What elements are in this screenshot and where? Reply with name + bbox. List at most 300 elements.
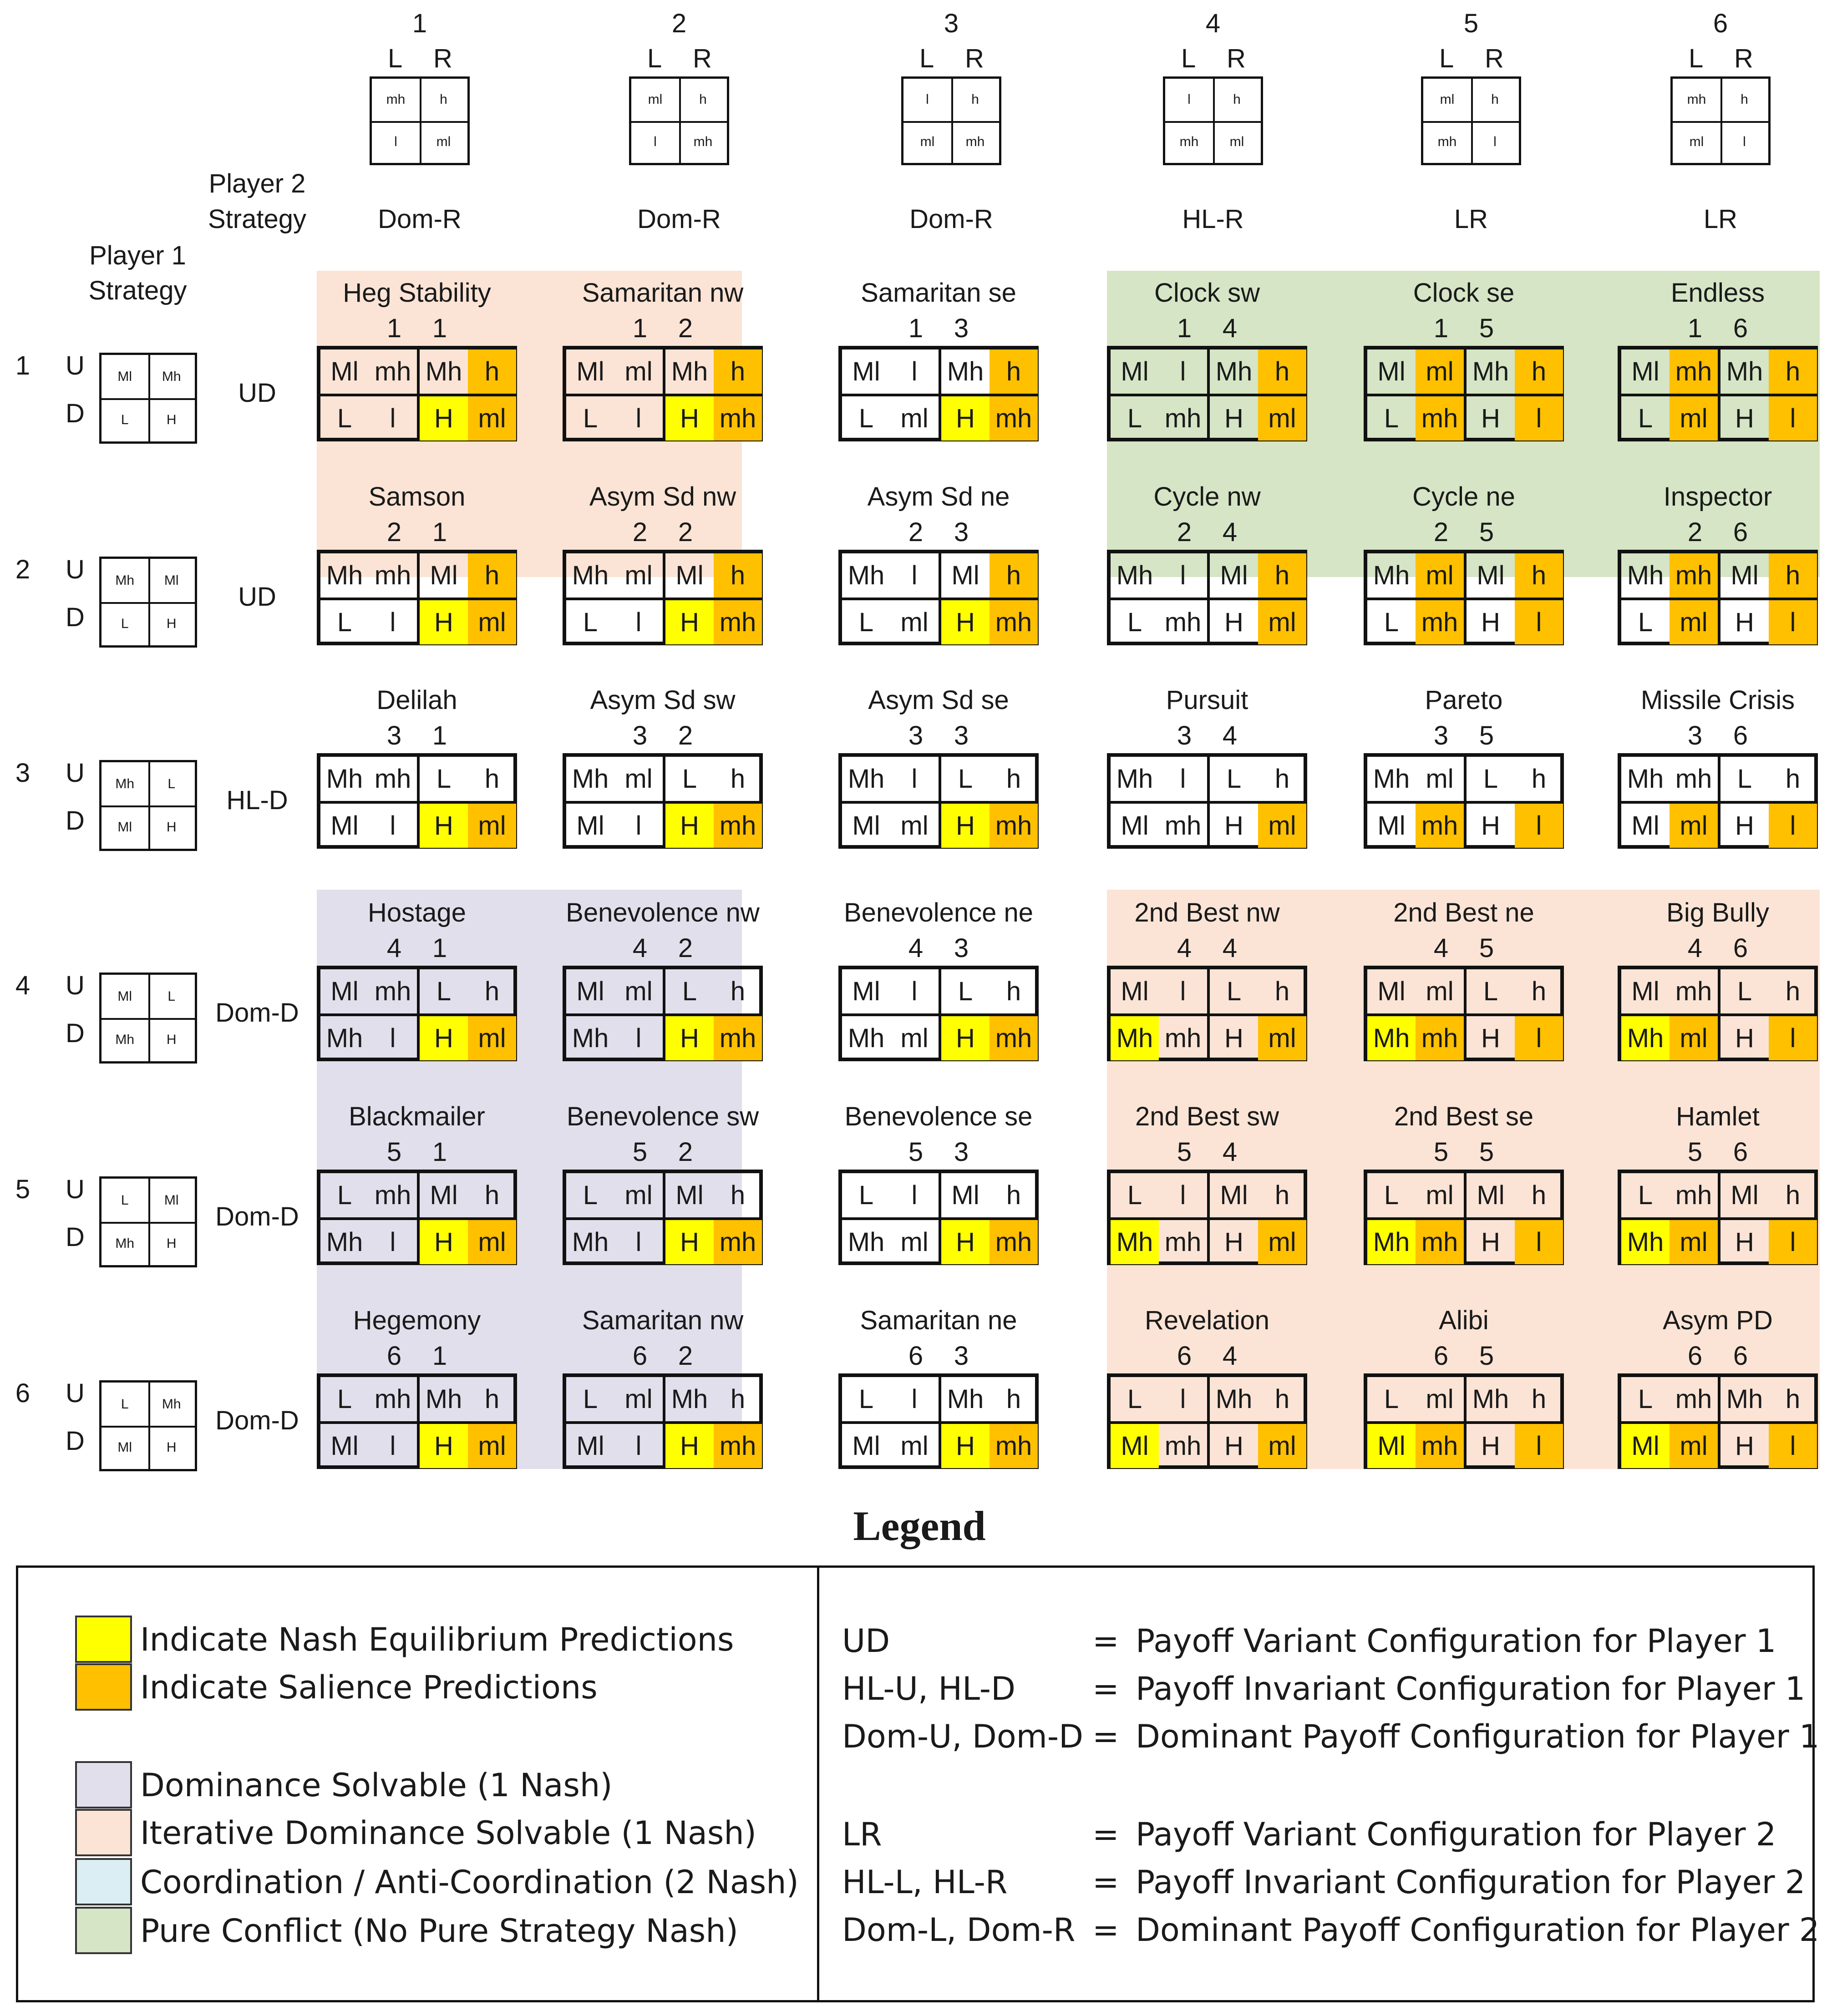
player1-payoff: Mh [1373, 764, 1410, 794]
game-name: Blackmailer [349, 1102, 485, 1131]
mini-cell: Ml [117, 1439, 132, 1455]
player2-payoff: h [714, 350, 762, 394]
player1-payoff: H [1735, 1023, 1754, 1053]
game-payoff-matrix [563, 550, 763, 645]
matrix-cell-bl [566, 396, 663, 441]
matrix-row-down [1111, 394, 1304, 441]
player1-payoff: Mh [1373, 561, 1410, 590]
player1-payoff: Ml [852, 811, 880, 841]
player1-payoff: Mh [1627, 764, 1664, 794]
matrix-row-down [320, 1421, 513, 1468]
matrix-cell-br [1464, 804, 1563, 848]
matrix-cell-tl [1367, 1173, 1464, 1217]
legend-swatch-label: Coordination / Anti-Coordination (2 Nash) [140, 1864, 799, 1901]
p1-down-label: D [66, 1018, 85, 1048]
mini-cell: L [121, 1192, 129, 1208]
matrix-cell-bl [1367, 600, 1464, 644]
player1-payoff: Ml [1477, 1180, 1505, 1210]
matrix-cell-br [1464, 396, 1563, 441]
game-name: Cycle ne [1412, 482, 1515, 512]
game-payoff-matrix [1618, 1373, 1818, 1469]
player2-payoff: h [1006, 977, 1021, 1006]
player1-payoff: Mh [1367, 1016, 1416, 1060]
matrix-cell-br [1207, 1220, 1306, 1264]
player2-payoff: l [390, 1227, 396, 1257]
player1-payoff: Ml [576, 1431, 604, 1461]
p2-configuration-label: Dom-R [909, 204, 993, 234]
legend-swatch [75, 1809, 132, 1856]
legend-swatch [75, 1907, 132, 1954]
matrix-cell-tl [1367, 757, 1464, 801]
p2-payoff-mini-matrix [1163, 76, 1263, 165]
matrix-row-up [1621, 553, 1814, 598]
matrix-cell-tl [566, 969, 663, 1013]
player1-payoff: Ml [576, 357, 604, 386]
p2-right-label: R [1485, 44, 1504, 73]
mini-cell: Mh [115, 776, 135, 791]
matrix-cell-br [663, 396, 762, 441]
player1-payoff: H [1481, 1023, 1500, 1053]
matrix-row-up [1111, 350, 1304, 394]
player2-payoff: mh [374, 764, 411, 794]
p1-configuration-label: Dom-D [215, 1406, 299, 1435]
matrix-row-up [1621, 1173, 1814, 1217]
mini-cell: l [926, 92, 929, 107]
game-row-index: 5 [632, 1137, 648, 1167]
game-col-index: 2 [678, 1341, 693, 1371]
matrix-cell-br [1718, 1220, 1817, 1264]
player2-payoff: ml [624, 1180, 653, 1210]
player2-payoff: ml [900, 1023, 929, 1053]
player2-payoff: mh [990, 804, 1038, 848]
mini-cell: Mh [162, 1396, 181, 1412]
game-row-index: 4 [1433, 933, 1449, 963]
player2-payoff: ml [1670, 396, 1718, 441]
player2-payoff: ml [900, 1227, 929, 1257]
game-payoff-matrix [1364, 966, 1564, 1061]
player1-payoff: L [1737, 977, 1752, 1006]
player2-payoff: ml [1426, 1384, 1454, 1414]
mini-cell: Ml [117, 988, 132, 1004]
game-name: Samson [368, 482, 466, 512]
player2-payoff: ml [1258, 396, 1306, 441]
game-row-index: 1 [908, 314, 924, 343]
game-col-index: 4 [1222, 1137, 1238, 1167]
player1-payoff: L [958, 764, 973, 794]
player2-payoff: ml [900, 404, 929, 433]
player1-payoff: L [337, 404, 352, 433]
game-col-index: 3 [954, 1137, 969, 1167]
player2-payoff: ml [1258, 600, 1306, 644]
player2-strategy-label: Strategy [208, 204, 306, 234]
player2-payoff: l [1180, 357, 1186, 386]
player2-payoff: mh [714, 1220, 762, 1264]
player1-payoff: H [941, 396, 990, 441]
player2-payoff: mh [714, 1016, 762, 1060]
player1-payoff: H [1481, 811, 1500, 841]
game-col-index: 1 [432, 314, 447, 343]
player1-payoff: L [1127, 1384, 1142, 1414]
player2-payoff: l [911, 1180, 918, 1210]
player2-payoff: mh [1670, 553, 1718, 598]
mini-cell: l [654, 134, 657, 149]
p2-strategy-number: 2 [671, 9, 687, 38]
matrix-cell-br [1718, 396, 1817, 441]
player1-payoff: L [1226, 977, 1242, 1006]
player1-payoff: Mh [1472, 357, 1509, 386]
matrix-cell-br [1207, 1424, 1306, 1468]
player1-payoff: Mh [326, 561, 363, 590]
player2-label: Player 2 [208, 169, 306, 198]
matrix-cell-tl [320, 553, 417, 598]
game-payoff-matrix [1364, 753, 1564, 849]
player1-payoff: H [941, 804, 990, 848]
game-col-index: 4 [1222, 721, 1238, 750]
player2-payoff: h [484, 1180, 500, 1210]
player1-payoff: L [1638, 1384, 1653, 1414]
player1-payoff: Mh [1621, 1016, 1670, 1060]
matrix-cell-bl [842, 1424, 939, 1468]
player2-payoff: l [635, 608, 642, 637]
matrix-row-down [1111, 1013, 1304, 1060]
player1-payoff: L [436, 977, 452, 1006]
matrix-cell-tr [1464, 1377, 1563, 1421]
matrix-cell-bl [842, 600, 939, 644]
matrix-cell-br [1718, 1424, 1817, 1468]
mini-cell: l [394, 134, 397, 149]
player1-payoff: Mh [847, 1023, 885, 1053]
player2-payoff: mh [1164, 1023, 1202, 1053]
game-row-index: 2 [632, 517, 648, 547]
player1-payoff: L [337, 608, 352, 637]
game-col-index: 6 [1733, 1341, 1748, 1371]
player2-payoff: h [1531, 977, 1547, 1006]
game-payoff-matrix [838, 753, 1039, 849]
game-col-index: 2 [678, 721, 693, 750]
matrix-row-down [842, 1421, 1035, 1468]
matrix-cell-br [663, 600, 762, 644]
player2-payoff: mh [990, 1424, 1038, 1468]
p1-down-label: D [66, 1426, 85, 1456]
game-payoff-matrix [1107, 550, 1307, 645]
game-payoff-matrix [1364, 550, 1564, 645]
p2-configuration-label: Dom-R [378, 204, 462, 234]
matrix-row-down [320, 394, 513, 441]
player1-payoff: L [1483, 764, 1498, 794]
game-col-index: 2 [678, 517, 693, 547]
matrix-cell-tl [1367, 350, 1464, 394]
matrix-row-down [1111, 1421, 1304, 1468]
game-payoff-matrix [317, 346, 517, 441]
player2-payoff: h [484, 977, 500, 1006]
player2-payoff: l [390, 404, 396, 433]
matrix-cell-br [1207, 1016, 1306, 1060]
player1-payoff: L [858, 608, 874, 637]
matrix-row-up [566, 757, 759, 801]
matrix-cell-tr [939, 350, 1038, 394]
player1-payoff: L [858, 1180, 874, 1210]
player2-payoff: h [1258, 350, 1306, 394]
player1-payoff: L [1483, 977, 1498, 1006]
matrix-cell-br [1207, 804, 1306, 848]
player1-payoff: L [1384, 608, 1399, 637]
legend-definition-text: Dominant Payoff Configuration for Player 2 [1136, 1911, 1820, 1949]
matrix-cell-tr [1718, 1173, 1817, 1217]
matrix-row-down [320, 801, 513, 848]
matrix-row-down [1621, 394, 1814, 441]
player2-payoff: ml [900, 1431, 929, 1461]
player1-payoff: Ml [1731, 561, 1759, 590]
matrix-row-up [566, 1377, 759, 1421]
game-payoff-matrix [838, 1170, 1039, 1265]
player2-payoff: h [730, 1180, 746, 1210]
legend-swatch-label: Pure Conflict (No Pure Strategy Nash) [140, 1912, 738, 1950]
player2-payoff: mh [1164, 811, 1202, 841]
player1-payoff: Mh [1627, 561, 1664, 590]
matrix-cell-bl [1621, 600, 1718, 644]
matrix-cell-br [939, 600, 1038, 644]
player2-payoff: mh [1416, 1016, 1464, 1060]
game-payoff-matrix [1618, 1170, 1818, 1265]
matrix-cell-br [939, 1220, 1038, 1264]
player2-payoff: mh [990, 1016, 1038, 1060]
p2-payoff-mini-matrix [629, 76, 729, 165]
player1-payoff: Mh [425, 1384, 462, 1414]
game-col-index: 5 [1479, 721, 1494, 750]
player2-payoff: mh [1416, 804, 1464, 848]
p1-strategy-number: 3 [15, 758, 30, 788]
player1-payoff: L [583, 1180, 598, 1210]
matrix-cell-bl [320, 1424, 417, 1468]
p1-strategy-number: 5 [15, 1175, 30, 1204]
legend-swatch [75, 1663, 132, 1711]
game-name: Delilah [376, 685, 457, 715]
legend-definition-text: Dominant Payoff Configuration for Player 1 [1136, 1718, 1820, 1755]
p1-strategy-number: 2 [15, 555, 30, 584]
legend-swatch-label: Indicate Salience Predictions [140, 1669, 598, 1706]
matrix-cell-bl [1621, 1016, 1718, 1060]
p1-payoff-mini-matrix [99, 1380, 197, 1471]
player1-payoff: Ml [1377, 357, 1406, 386]
game-row-index: 4 [1687, 933, 1703, 963]
game-row-index: 6 [386, 1341, 402, 1371]
matrix-row-up [566, 1173, 759, 1217]
matrix-row-down [1367, 1013, 1560, 1060]
matrix-cell-tr [1207, 350, 1306, 394]
game-payoff-matrix [317, 753, 517, 849]
player2-payoff: ml [1426, 1180, 1454, 1210]
legend-title: Legend [853, 1503, 986, 1549]
player1-payoff: Mh [847, 764, 885, 794]
player2-payoff: ml [1670, 1016, 1718, 1060]
player1-payoff: H [665, 396, 714, 441]
player1-payoff: Ml [852, 1431, 880, 1461]
player1-payoff: H [665, 804, 714, 848]
player1-payoff: Mh [947, 1384, 984, 1414]
matrix-cell-br [1464, 1424, 1563, 1468]
matrix-cell-tr [1207, 969, 1306, 1013]
game-name: Asym Sd se [868, 685, 1009, 715]
matrix-row-up [1621, 969, 1814, 1013]
player2-payoff: h [1258, 553, 1306, 598]
player1-payoff: L [1737, 764, 1752, 794]
matrix-cell-bl [320, 396, 417, 441]
player1-payoff: Mh [1726, 357, 1763, 386]
mini-cell: ml [1689, 134, 1704, 149]
matrix-cell-bl [1367, 396, 1464, 441]
matrix-row-up [320, 350, 513, 394]
player2-payoff: l [390, 608, 396, 637]
game-row-index: 2 [1177, 517, 1192, 547]
game-row-index: 2 [1433, 517, 1449, 547]
p2-left-label: L [388, 44, 403, 73]
matrix-row-up [566, 553, 759, 598]
matrix-cell-br [417, 804, 516, 848]
player1-payoff: H [665, 1424, 714, 1468]
player1-payoff: Mh [572, 561, 609, 590]
player1-payoff: L [1384, 404, 1399, 433]
game-row-index: 1 [1687, 314, 1703, 343]
matrix-cell-br [939, 1016, 1038, 1060]
matrix-row-down [1367, 801, 1560, 848]
game-name: Asym Sd ne [867, 482, 1010, 512]
matrix-cell-br [1464, 1220, 1563, 1264]
game-name: Asym Sd nw [589, 482, 736, 512]
player2-payoff: mh [1416, 396, 1464, 441]
matrix-cell-tr [1718, 553, 1817, 598]
player1-payoff: H [941, 1016, 990, 1060]
matrix-row-up [320, 757, 513, 801]
matrix-cell-bl [1621, 804, 1718, 848]
player1-payoff: H [1735, 811, 1754, 841]
mini-cell: H [166, 1032, 177, 1047]
game-col-index: 4 [1222, 933, 1238, 963]
player1-payoff: Ml [1220, 561, 1248, 590]
player1-payoff: Ml [1631, 811, 1659, 841]
game-payoff-matrix [317, 550, 517, 645]
player2-payoff: ml [624, 764, 653, 794]
game-payoff-matrix [1107, 1170, 1307, 1265]
matrix-cell-tr [939, 1377, 1038, 1421]
player1-payoff: Mh [1215, 357, 1253, 386]
player1-payoff: Mh [326, 1023, 363, 1053]
player1-payoff: Ml [1631, 357, 1659, 386]
matrix-cell-tl [1111, 1173, 1207, 1217]
matrix-cell-tr [939, 969, 1038, 1013]
player2-payoff: ml [1426, 977, 1454, 1006]
mini-cell: mh [1179, 134, 1199, 149]
game-payoff-matrix [838, 346, 1039, 441]
game-row-index: 1 [632, 314, 648, 343]
matrix-row-up [1367, 350, 1560, 394]
player2-payoff: l [1515, 396, 1563, 441]
legend-divider [817, 1565, 819, 2002]
player1-payoff: L [1384, 1180, 1399, 1210]
p2-strategy-number: 5 [1463, 9, 1479, 38]
matrix-row-down [566, 598, 759, 644]
player2-payoff: l [1180, 764, 1186, 794]
player1-payoff: H [1735, 1431, 1754, 1461]
player1-payoff: Mh [326, 1227, 363, 1257]
player2-payoff: ml [624, 357, 653, 386]
player2-payoff: h [730, 1384, 746, 1414]
game-col-index: 5 [1479, 1341, 1494, 1371]
player1-payoff: Ml [951, 561, 979, 590]
player2-payoff: mh [374, 1180, 411, 1210]
matrix-cell-br [663, 1016, 762, 1060]
p2-strategy-number: 6 [1713, 9, 1728, 38]
matrix-row-down [842, 1217, 1035, 1264]
player2-payoff: h [1274, 977, 1290, 1006]
game-col-index: 1 [432, 1137, 447, 1167]
matrix-row-up [1367, 969, 1560, 1013]
matrix-cell-tl [320, 757, 417, 801]
matrix-cell-tr [1464, 1173, 1563, 1217]
matrix-cell-br [1718, 600, 1817, 644]
matrix-cell-tl [320, 969, 417, 1013]
game-col-index: 3 [954, 314, 969, 343]
player2-payoff: l [911, 1384, 918, 1414]
matrix-cell-tl [842, 1377, 939, 1421]
game-payoff-matrix [563, 1170, 763, 1265]
player1-payoff: Mh [671, 1384, 708, 1414]
matrix-cell-br [663, 1220, 762, 1264]
matrix-cell-bl [1111, 804, 1207, 848]
game-row-index: 3 [1433, 721, 1449, 750]
game-row-index: 2 [386, 517, 402, 547]
matrix-row-up [1621, 757, 1814, 801]
player1-payoff: H [1735, 404, 1754, 433]
matrix-cell-tl [566, 553, 663, 598]
game-name: 2nd Best ne [1393, 898, 1534, 927]
mini-cell: h [1233, 92, 1241, 107]
player2-payoff: l [1180, 1384, 1186, 1414]
game-col-index: 2 [678, 314, 693, 343]
mini-cell: ml [648, 92, 663, 107]
legend-swatch [75, 1858, 132, 1905]
game-row-index: 1 [1177, 314, 1192, 343]
player1-payoff: H [1735, 608, 1754, 637]
player2-payoff: mh [1675, 977, 1712, 1006]
player2-payoff: mh [374, 561, 411, 590]
game-payoff-matrix [1107, 346, 1307, 441]
player2-payoff: l [390, 1023, 396, 1053]
game-row-index: 3 [1687, 721, 1703, 750]
player1-payoff: H [1481, 404, 1500, 433]
player2-payoff: ml [1416, 553, 1464, 598]
legend-definition-equals: = [1092, 1816, 1119, 1853]
player1-payoff: H [665, 1220, 714, 1264]
matrix-row-up [1111, 553, 1304, 598]
matrix-cell-tr [663, 1173, 762, 1217]
player2-payoff: ml [624, 1384, 653, 1414]
player1-payoff: H [1735, 1227, 1754, 1257]
game-payoff-matrix [563, 966, 763, 1061]
game-row-index: 3 [1177, 721, 1192, 750]
matrix-cell-bl [566, 1016, 663, 1060]
matrix-row-down [842, 598, 1035, 644]
game-name: Clock sw [1154, 278, 1260, 308]
game-name: Pursuit [1166, 685, 1248, 715]
matrix-cell-tr [663, 969, 762, 1013]
mini-cell: Ml [117, 819, 132, 835]
matrix-cell-br [939, 804, 1038, 848]
matrix-row-up [1111, 1377, 1304, 1421]
player2-payoff: l [390, 811, 396, 841]
matrix-cell-br [1207, 396, 1306, 441]
p2-right-label: R [433, 44, 452, 73]
player2-payoff: h [730, 977, 746, 1006]
